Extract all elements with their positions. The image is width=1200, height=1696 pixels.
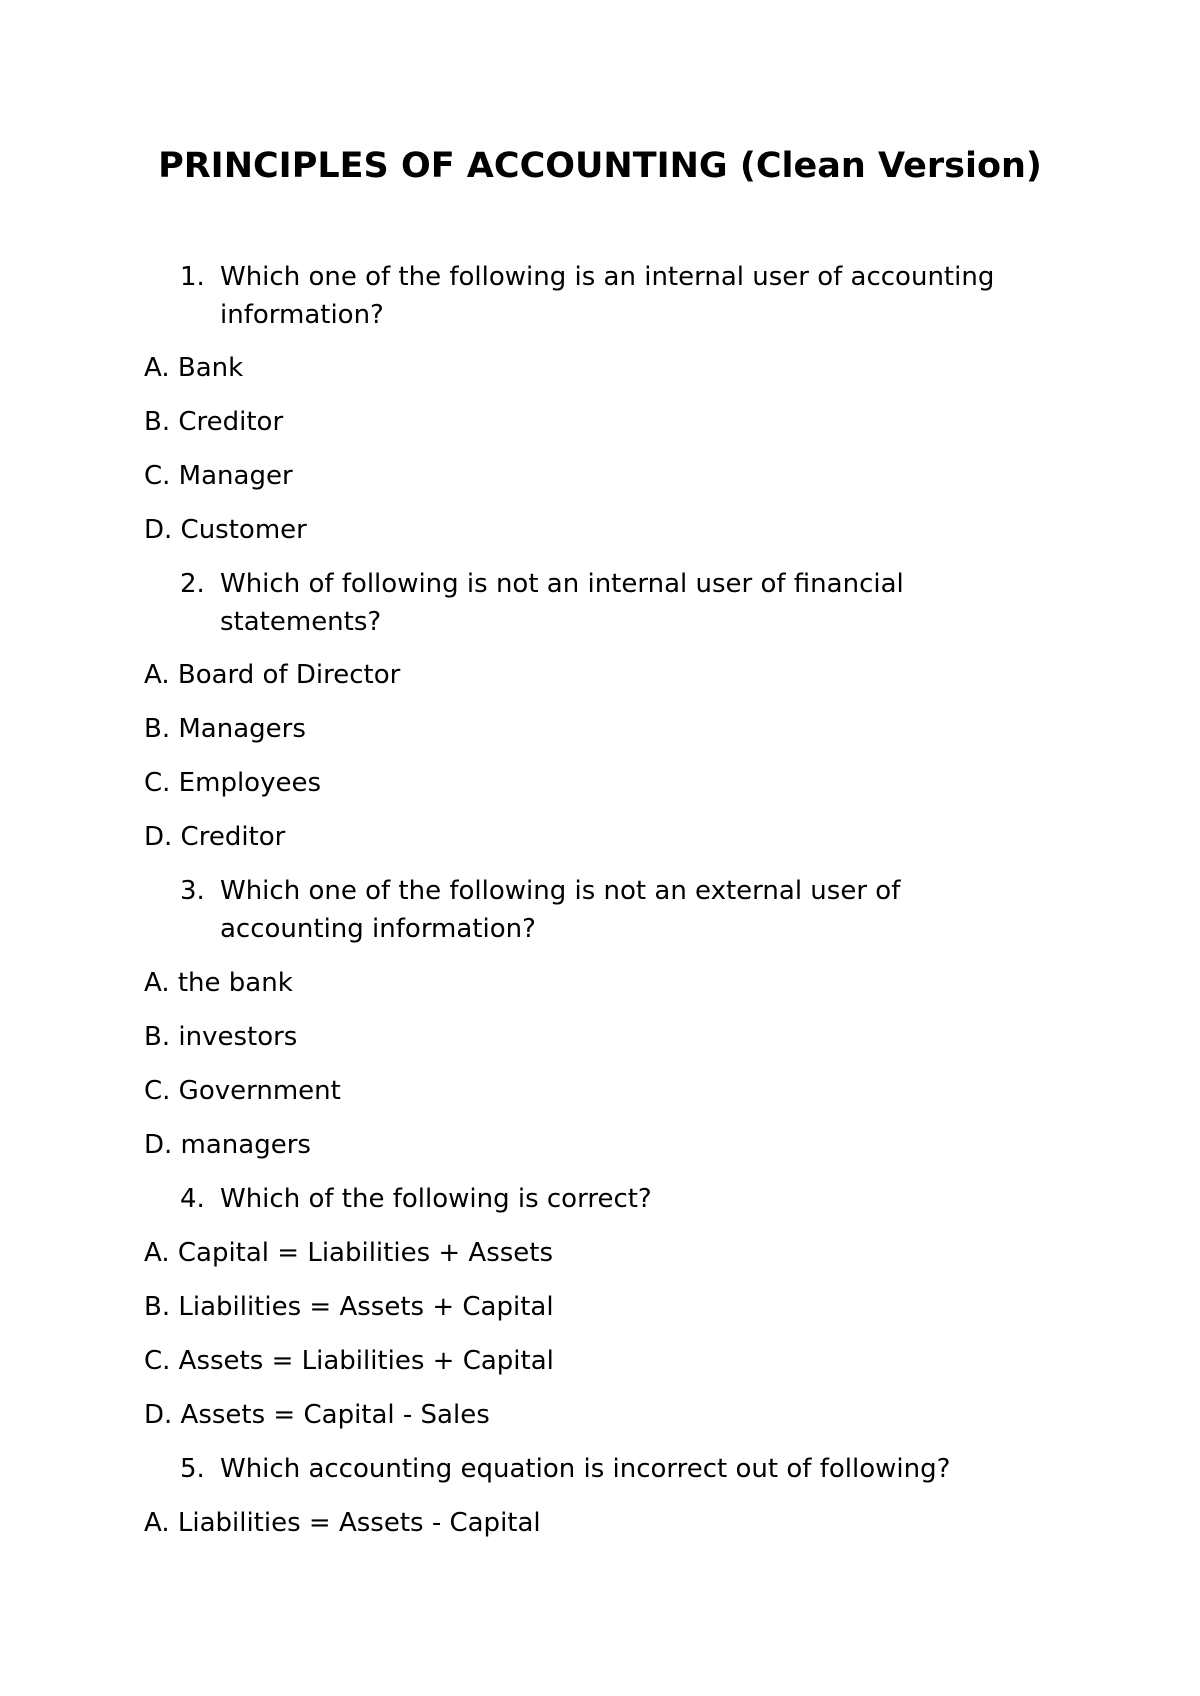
question-number: 5. <box>180 1454 205 1484</box>
question-2 <box>180 565 1030 641</box>
option-2c: C. Employees <box>144 768 321 798</box>
question-5 <box>180 1450 1030 1488</box>
question-number: 3. <box>180 876 205 906</box>
option-4b: B. Liabilities = Assets + Capital <box>144 1292 554 1322</box>
option-3b: B. investors <box>144 1022 298 1052</box>
question-1 <box>180 258 1030 334</box>
question-4 <box>180 1180 1030 1218</box>
question-text: Which of the following is correct? <box>220 1184 652 1214</box>
question-text: Which accounting equation is incorrect out of following? <box>220 1454 951 1484</box>
question-text: Which of following is not an internal user of financial statements? <box>220 569 904 637</box>
option-3a: A. the bank <box>144 968 293 998</box>
question-number: 1. <box>180 262 205 292</box>
question-number: 2. <box>180 569 205 599</box>
question-3 <box>180 872 1030 948</box>
option-5a: A. Liabilities = Assets - Capital <box>144 1508 541 1538</box>
option-4c: C. Assets = Liabilities + Capital <box>144 1346 554 1376</box>
option-2b: B. Managers <box>144 714 306 744</box>
question-text: Which one of the following is an internal user of accounting information? <box>220 262 995 330</box>
option-4d: D. Assets = Capital - Sales <box>144 1400 490 1430</box>
option-3c: C. Government <box>144 1076 341 1106</box>
option-1b: B. Creditor <box>144 407 284 437</box>
page-title: PRINCIPLES OF ACCOUNTING (Clean Version) <box>158 146 1042 186</box>
option-3d: D. managers <box>144 1130 311 1160</box>
option-2d: D. Creditor <box>144 822 286 852</box>
option-1a: A. Bank <box>144 353 244 383</box>
option-1d: D. Customer <box>144 515 307 545</box>
option-2a: A. Board of Director <box>144 660 401 690</box>
question-number: 4. <box>180 1184 205 1214</box>
option-1c: C. Manager <box>144 461 293 491</box>
question-text: Which one of the following is not an external user of accounting information? <box>220 876 901 944</box>
option-4a: A. Capital = Liabilities + Assets <box>144 1238 554 1268</box>
